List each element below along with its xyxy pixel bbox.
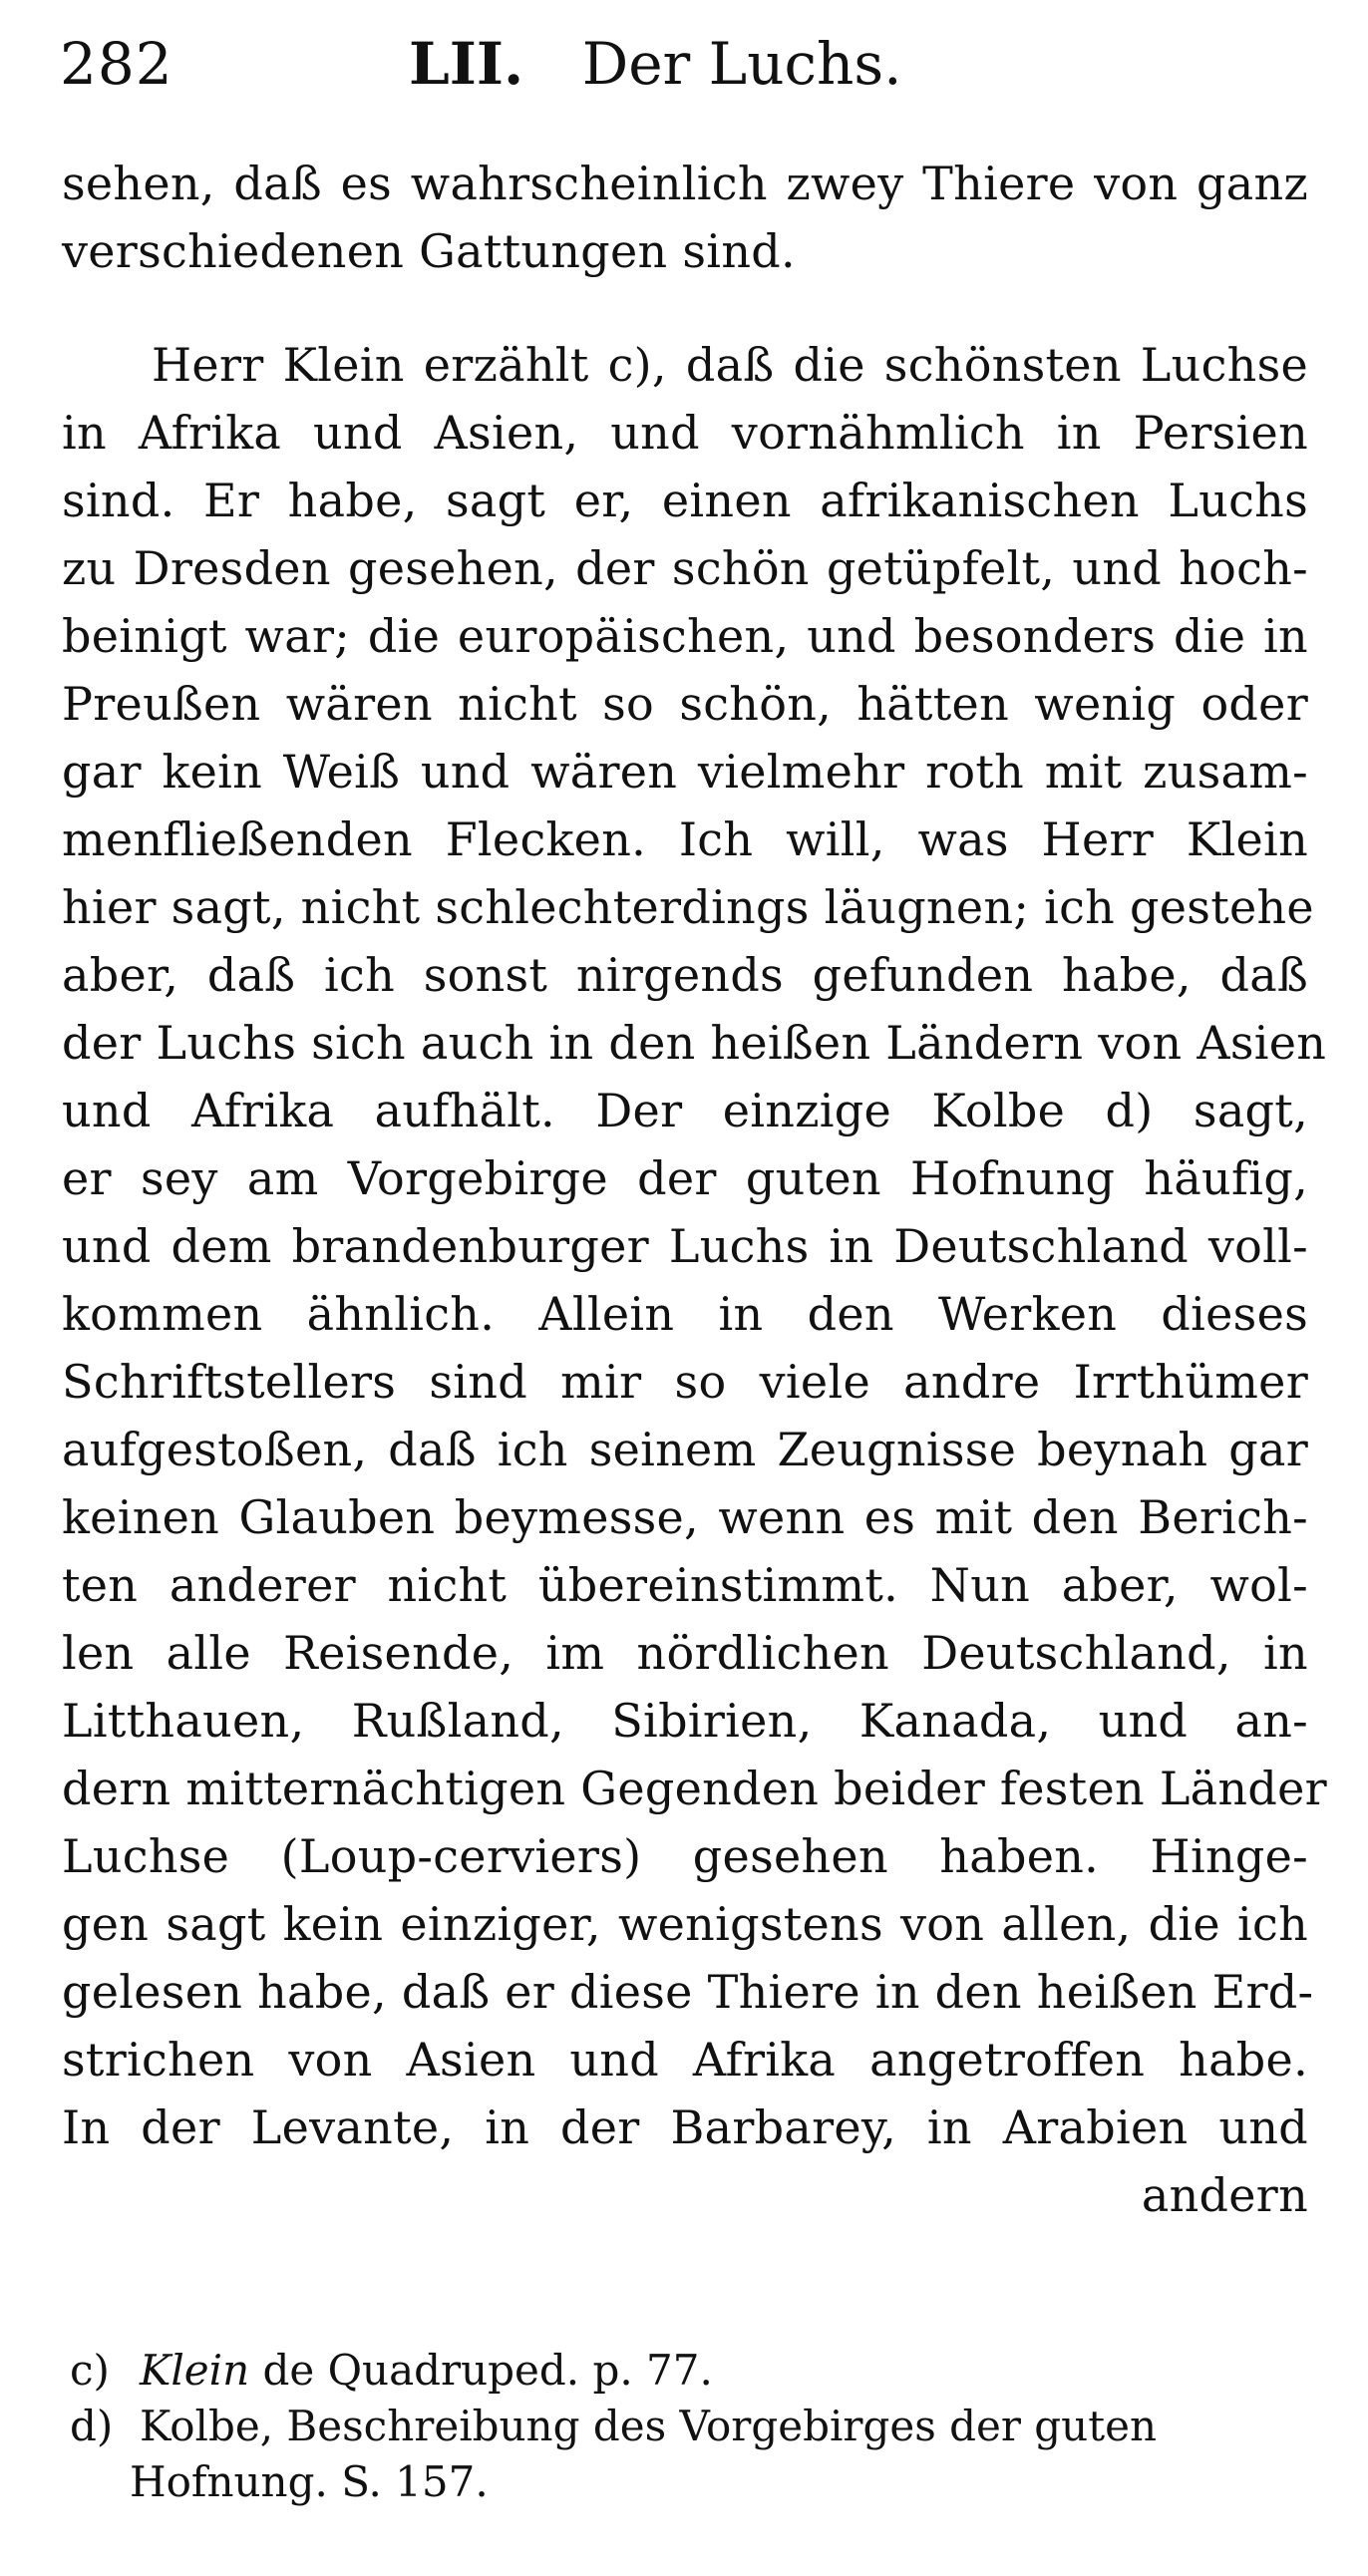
- footnote-continuation: Hofnung. S. 157.: [130, 2457, 489, 2506]
- text-line: menfließenden Flecken. Ich will, was Herr Klein: [62, 812, 1308, 866]
- running-head: [409, 30, 902, 98]
- text-line: in Afrika und Asien, und vornähmlich in Persien: [62, 406, 1308, 460]
- text-line: ten anderer nicht übereinstimmt. Nun aber, wol-: [62, 1558, 1308, 1612]
- footnote-text: Kolbe, Beschreibung des Vorgebirges der guten: [140, 2402, 1157, 2450]
- text-line: zu Dresden gesehen, der schön getüpfelt, und hoch-: [62, 541, 1308, 595]
- footnote: [70, 2399, 1316, 2454]
- text-line: keinen Glauben beymesse, wenn es mit den Berich-: [62, 1490, 1308, 1544]
- text-line: Preußen wären nicht so schön, hätten wenig oder: [62, 677, 1308, 731]
- text-line: aufgestoßen, daß ich seinem Zeugnisse beynah gar: [62, 1423, 1308, 1476]
- text-line: strichen von Asien und Afrika angetroffen habe.: [62, 2033, 1308, 2087]
- text-line: hier sagt, nicht schlechterdings läugnen; ich gestehe: [62, 880, 1314, 934]
- page-number: 282: [60, 30, 173, 98]
- text-line: andern: [1141, 2168, 1308, 2222]
- text-line: Luchse (Loup-cerviers) gesehen haben. Hinge-: [62, 1829, 1308, 1883]
- text-line: Schriftstellers sind mir so viele andre Irrthümer: [62, 1355, 1308, 1409]
- text-line: len alle Reisende, im nördlichen Deutschland, in: [62, 1626, 1308, 1680]
- text-line: Herr Klein erzählt c), daß die schönsten Luchse: [152, 338, 1308, 392]
- text-line: sehen, daß es wahrscheinlich zwey Thiere von ganz: [62, 157, 1308, 210]
- footnote-label: c): [70, 2346, 110, 2395]
- text-line: er sey am Vorgebirge der guten Hofnung häufig,: [62, 1151, 1308, 1205]
- footnote-author: Klein: [140, 2346, 250, 2395]
- chapter-number: LII.: [409, 30, 524, 98]
- text-line: gelesen habe, daß er diese Thiere in den heißen Erd-: [62, 1965, 1314, 2019]
- footnotes: [70, 2343, 1316, 2510]
- text-line: In der Levante, in der Barbarey, in Arabien und: [62, 2100, 1308, 2154]
- body-text: [62, 150, 1327, 2229]
- text-line: und dem brandenburger Luchs in Deutschland voll-: [62, 1219, 1308, 1273]
- text-line: Litthauen, Rußland, Sibirien, Kanada, und an-: [62, 1694, 1308, 1748]
- text-line: beinigt war; die europäischen, und besonders die in: [62, 609, 1308, 663]
- text-line: dern mitternächtigen Gegenden beider festen Länder: [62, 1762, 1327, 1815]
- text-line: aber, daß ich sonst nirgends gefunden habe, daß: [62, 948, 1308, 1002]
- text-line: sind. Er habe, sagt er, einen afrikanischen Luchs: [62, 474, 1308, 527]
- text-line: gar kein Weiß und wären vielmehr roth mit zusam-: [62, 745, 1308, 799]
- page-header: [60, 30, 1316, 110]
- footnote-label: d): [70, 2402, 114, 2450]
- text-line: verschiedenen Gattungen sind.: [62, 224, 796, 278]
- text-line: gen sagt kein einziger, wenigstens von allen, die ich: [62, 1897, 1308, 1951]
- text-line: der Luchs sich auch in den heißen Ländern von Asien: [62, 1016, 1327, 1070]
- chapter-title: Der Luchs.: [581, 30, 902, 98]
- footnote-text: de Quadruped. p. 77.: [249, 2346, 713, 2395]
- footnote: [70, 2343, 1316, 2399]
- text-line: und Afrika aufhält. Der einzige Kolbe d) sagt,: [62, 1084, 1308, 1137]
- text-line: kommen ähnlich. Allein in den Werken dieses: [62, 1287, 1308, 1341]
